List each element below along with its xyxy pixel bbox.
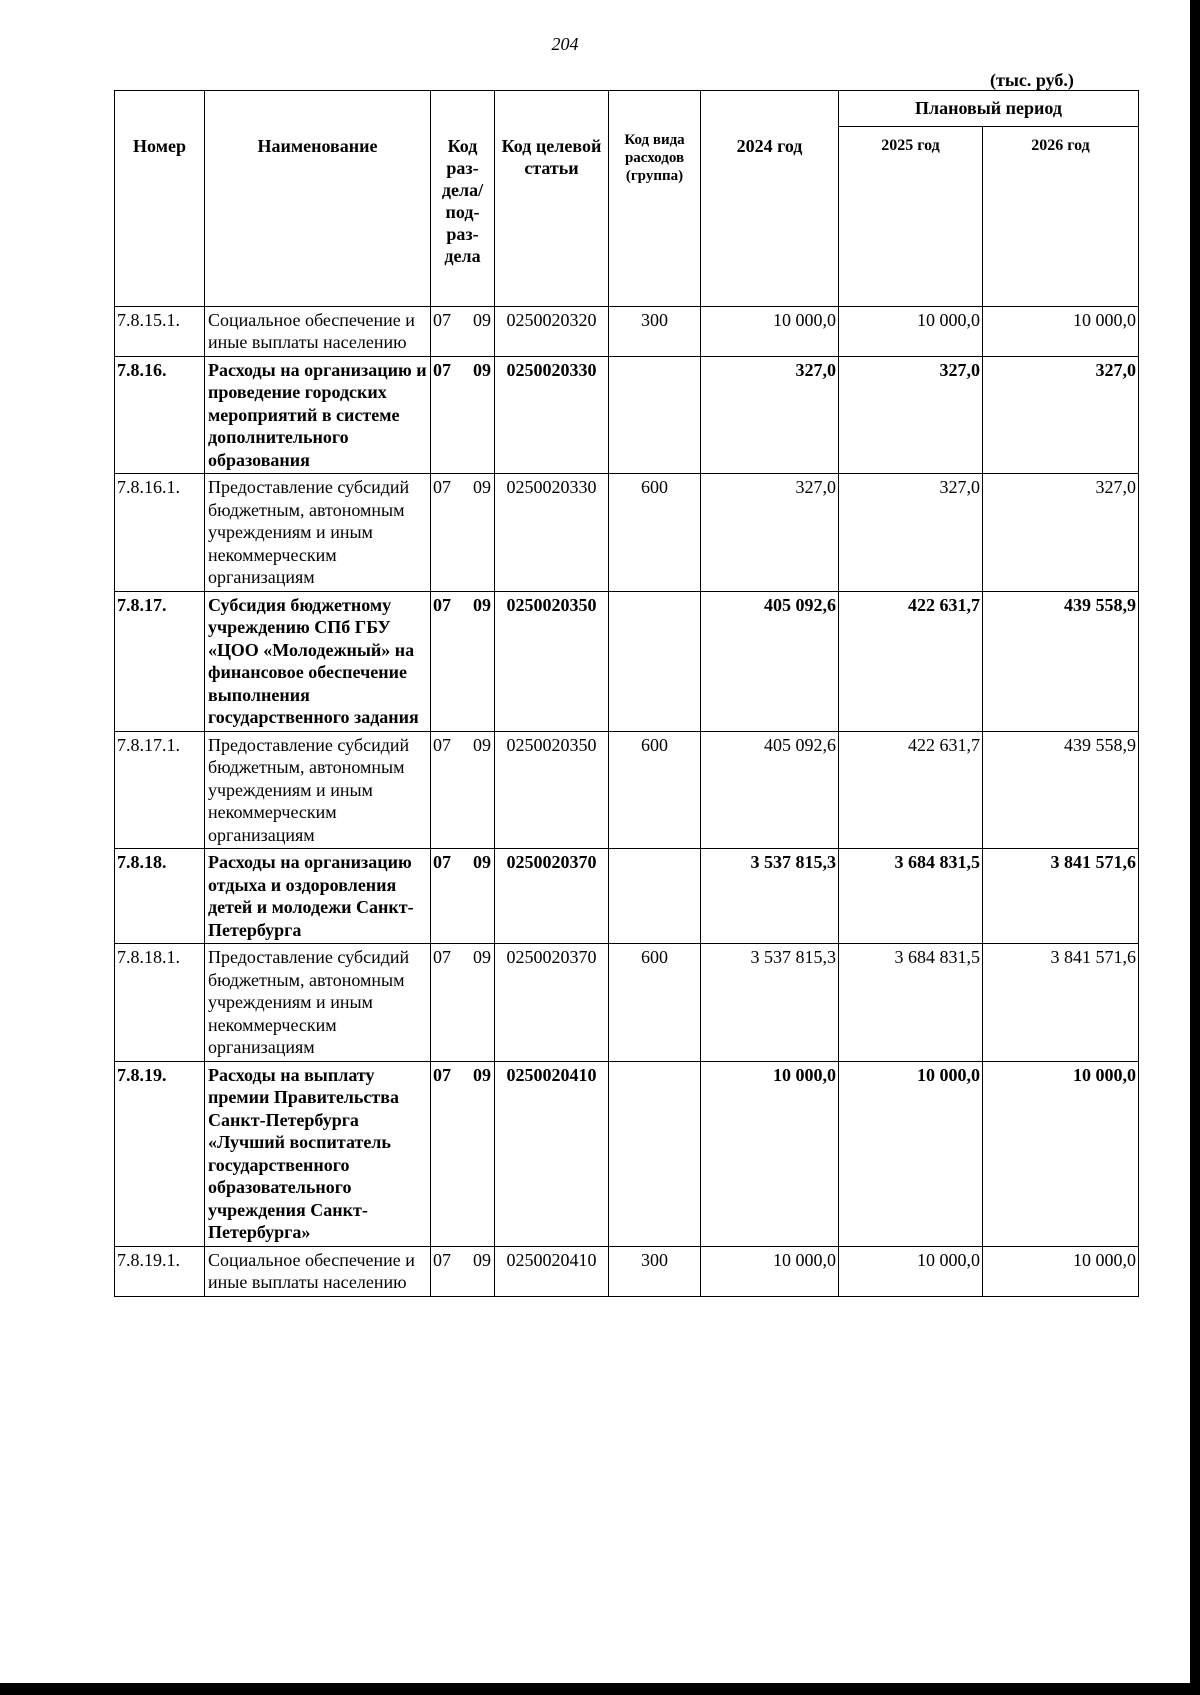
row-2025: 3 684 831,5 xyxy=(839,849,983,944)
header-target: Код целевой статьи xyxy=(495,91,609,307)
row-expense-type: 300 xyxy=(609,306,701,356)
row-podrazd: 09 xyxy=(473,594,491,615)
row-expense-type xyxy=(609,849,701,944)
row-razd: 07 xyxy=(433,359,451,380)
row-2025: 422 631,7 xyxy=(839,591,983,731)
row-2026: 3 841 571,6 xyxy=(983,849,1139,944)
row-target: 0250020350 xyxy=(495,591,609,731)
row-section xyxy=(431,1061,495,1246)
row-section xyxy=(431,306,495,356)
row-number: 7.8.19. xyxy=(115,1061,205,1246)
row-name: Расходы на выплату премии Правительства Санкт-Петербурга «Лучший воспитатель государственного образовательного учреждения Санкт-Петербурга» xyxy=(205,1061,431,1246)
row-name: Субсидия бюджетному учреждению СПб ГБУ «ЦОО «Молодежный» на финансовое обеспечение выполнения государственного задания xyxy=(205,591,431,731)
row-expense-type xyxy=(609,591,701,731)
row-podrazd: 09 xyxy=(473,1249,491,1270)
row-target: 0250020370 xyxy=(495,849,609,944)
header-name: Наименование xyxy=(205,91,431,307)
row-target: 0250020330 xyxy=(495,474,609,592)
row-razd: 07 xyxy=(433,594,451,615)
header-section: Код раз-дела/ под-раз-дела xyxy=(431,91,495,307)
table-row xyxy=(115,356,1139,474)
row-section xyxy=(431,474,495,592)
row-number: 7.8.18.1. xyxy=(115,944,205,1062)
scan-border-right xyxy=(1190,0,1200,1695)
row-target: 0250020410 xyxy=(495,1246,609,1296)
row-razd: 07 xyxy=(433,1249,451,1270)
row-section xyxy=(431,591,495,731)
row-podrazd: 09 xyxy=(473,734,491,755)
row-2025: 327,0 xyxy=(839,474,983,592)
row-number: 7.8.17.1. xyxy=(115,731,205,849)
table-row xyxy=(115,306,1139,356)
row-2026: 439 558,9 xyxy=(983,731,1139,849)
header-row xyxy=(115,91,1139,127)
header-expense-type: Код вида расходов (группа) xyxy=(609,91,701,307)
row-2026: 10 000,0 xyxy=(983,306,1139,356)
unit-label: (тыс. руб.) xyxy=(990,70,1074,90)
row-2025: 10 000,0 xyxy=(839,306,983,356)
row-name: Расходы на организацию отдыха и оздоровления детей и молодежи Санкт-Петербурга xyxy=(205,849,431,944)
row-2024: 10 000,0 xyxy=(701,1061,839,1246)
row-2026: 10 000,0 xyxy=(983,1246,1139,1296)
row-razd: 07 xyxy=(433,852,451,872)
row-target: 0250020410 xyxy=(495,1061,609,1246)
row-section xyxy=(431,356,495,474)
table-row xyxy=(115,1246,1139,1296)
row-2025: 3 684 831,5 xyxy=(839,944,983,1062)
row-razd: 07 xyxy=(433,477,451,497)
row-2024: 327,0 xyxy=(701,356,839,474)
table-row xyxy=(115,591,1139,731)
row-number: 7.8.15.1. xyxy=(115,306,205,356)
table-row xyxy=(115,731,1139,849)
row-razd: 07 xyxy=(433,1064,451,1085)
row-target: 0250020350 xyxy=(495,731,609,849)
row-2024: 3 537 815,3 xyxy=(701,849,839,944)
table-row xyxy=(115,1061,1139,1246)
table-row xyxy=(115,944,1139,1062)
row-number: 7.8.16.1. xyxy=(115,474,205,592)
row-expense-type xyxy=(609,1061,701,1246)
row-expense-type: 600 xyxy=(609,474,701,592)
row-2026: 439 558,9 xyxy=(983,591,1139,731)
row-target: 0250020370 xyxy=(495,944,609,1062)
row-name: Предоставление субсидий бюджетным, автономным учреждениям и иным некоммерческим организациям xyxy=(205,944,431,1062)
header-2025: 2025 год xyxy=(839,126,983,306)
row-2026: 3 841 571,6 xyxy=(983,944,1139,1062)
row-section xyxy=(431,849,495,944)
header-planned-period: Плановый период xyxy=(839,91,1139,127)
row-2024: 3 537 815,3 xyxy=(701,944,839,1062)
row-podrazd: 09 xyxy=(473,947,491,967)
row-number: 7.8.16. xyxy=(115,356,205,474)
row-2026: 10 000,0 xyxy=(983,1061,1139,1246)
header-2026: 2026 год xyxy=(983,126,1139,306)
row-razd: 07 xyxy=(433,947,451,967)
row-name: Социальное обеспечение и иные выплаты населению xyxy=(205,306,431,356)
row-2025: 422 631,7 xyxy=(839,731,983,849)
row-expense-type: 600 xyxy=(609,731,701,849)
row-target: 0250020320 xyxy=(495,306,609,356)
table-row xyxy=(115,849,1139,944)
row-2025: 10 000,0 xyxy=(839,1061,983,1246)
row-2025: 327,0 xyxy=(839,356,983,474)
row-number: 7.8.19.1. xyxy=(115,1246,205,1296)
row-number: 7.8.18. xyxy=(115,849,205,944)
row-name: Предоставление субсидий бюджетным, автономным учреждениям и иным некоммерческим организациям xyxy=(205,474,431,592)
row-2025: 10 000,0 xyxy=(839,1246,983,1296)
row-podrazd: 09 xyxy=(473,852,491,872)
row-razd: 07 xyxy=(433,734,451,755)
row-razd: 07 xyxy=(433,309,451,330)
row-name: Предоставление субсидий бюджетным, автономным учреждениям и иным некоммерческим организациям xyxy=(205,731,431,849)
row-podrazd: 09 xyxy=(473,309,491,330)
page-number: 204 xyxy=(551,34,579,54)
row-podrazd: 09 xyxy=(473,477,491,497)
row-2026: 327,0 xyxy=(983,356,1139,474)
header-number: Номер xyxy=(115,91,205,307)
budget-table xyxy=(114,90,1139,1297)
row-expense-type: 600 xyxy=(609,944,701,1062)
row-2024: 10 000,0 xyxy=(701,1246,839,1296)
row-2024: 10 000,0 xyxy=(701,306,839,356)
row-podrazd: 09 xyxy=(473,359,491,380)
row-number: 7.8.17. xyxy=(115,591,205,731)
row-expense-type: 300 xyxy=(609,1246,701,1296)
table-row xyxy=(115,474,1139,592)
row-expense-type xyxy=(609,356,701,474)
row-section xyxy=(431,944,495,1062)
scan-border-bottom xyxy=(0,1683,1200,1695)
row-name: Расходы на организацию и проведение городских мероприятий в системе дополнительного образования xyxy=(205,356,431,474)
row-2024: 405 092,6 xyxy=(701,731,839,849)
row-2024: 327,0 xyxy=(701,474,839,592)
row-name: Социальное обеспечение и иные выплаты населению xyxy=(205,1246,431,1296)
row-target: 0250020330 xyxy=(495,356,609,474)
row-2024: 405 092,6 xyxy=(701,591,839,731)
row-podrazd: 09 xyxy=(473,1064,491,1085)
header-2024: 2024 год xyxy=(701,91,839,307)
row-section xyxy=(431,731,495,849)
row-section xyxy=(431,1246,495,1296)
row-2026: 327,0 xyxy=(983,474,1139,592)
